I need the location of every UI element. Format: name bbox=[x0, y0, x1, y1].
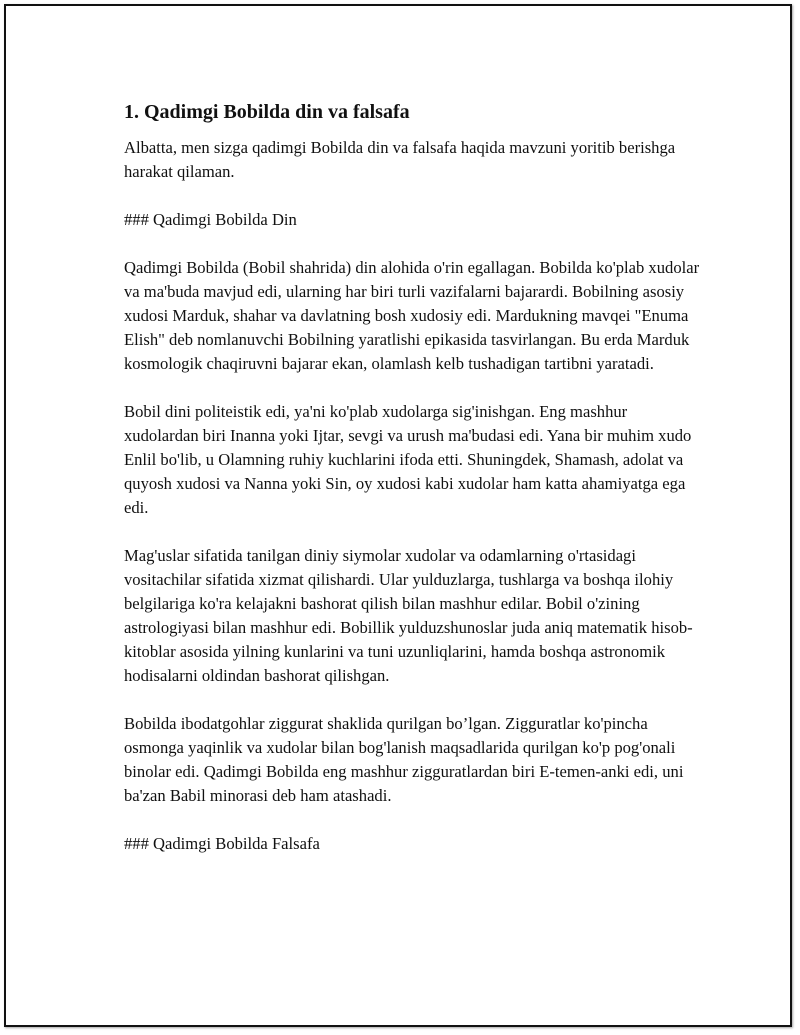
section-heading-falsafa: ### Qadimgi Bobilda Falsafa bbox=[124, 834, 320, 853]
document-body bbox=[124, 98, 704, 856]
document-title: 1. Qadimgi Bobilda din va falsafa bbox=[124, 101, 410, 123]
section-heading-din: ### Qadimgi Bobilda Din bbox=[124, 210, 297, 229]
paragraph-din-3: Mag'uslar sifatida tanilgan diniy siymolar xudolar va odamlarning o'rtasidagi vositachilar sifatida xizmat qilishardi. Ular yulduzlarga, tushlarga va boshqa ilohiy belgilariga ko'ra kelajakni bashorat qilish bilan mashhur edilar. Bobil o'zining astrologiyasi bilan mashhur edi. Bobillik yulduzshunoslar juda aniq matematik hisob-kitoblar asosida yilning kunlarini va tuni uzunliqlarini, hamda boshqa astronomik hodisalarni oldindan bashorat qilishgan. bbox=[124, 546, 693, 685]
paragraph-din-4: Bobilda ibodatgohlar ziggurat shaklida qurilgan bo’lgan. Zigguratlar ko'pincha osmonga yaqinlik va xudolar bilan bog'lanish maqsadlarida qurilgan ko'p pog'onali binolar edi. Qadimgi Bobilda eng mashhur zigguratlardan biri E-temen-anki edi, uni ba'zan Babil minorasi deb ham atashadi. bbox=[124, 714, 684, 805]
paragraph-din-1: Qadimgi Bobilda (Bobil shahrida) din alohida o'rin egallagan. Bobilda ko'plab xudolar va ma'buda mavjud edi, ularning har biri turli vazifalarni bajarardi. Bobilning asosiy xudosi Marduk, shahar va davlatning bosh xudosiy edi. Mardukning mavqei "Enuma Elish" deb nomlanuvchi Bobilning yaratlishi epikasida tasvirlangan. Bu erda Marduk kosmologik chaqiruvni bajarar ekan, olamlash kelb tushadigan tartibni yaratadi. bbox=[124, 258, 700, 373]
paragraph-din-2: Bobil dini politeistik edi, ya'ni ko'plab xudolarga sig'inishgan. Eng mashhur xudolardan biri Inanna yoki Ijtar, sevgi va urush ma'budasi edi. Yana bir muhim xudo Enlil bo'lib, u Olamning ruhiy kuchlarini ifoda etti. Shuningdek, Shamash, adolat va quyosh xudosi va Nanna yoki Sin, oy xudosi kabi xudolar ham katta ahamiyatga ega edi. bbox=[124, 402, 692, 517]
paragraph-intro: Albatta, men sizga qadimgi Bobilda din va falsafa haqida mavzuni yoritib berishga harakat qilaman. bbox=[124, 138, 676, 181]
page bbox=[4, 4, 792, 1027]
